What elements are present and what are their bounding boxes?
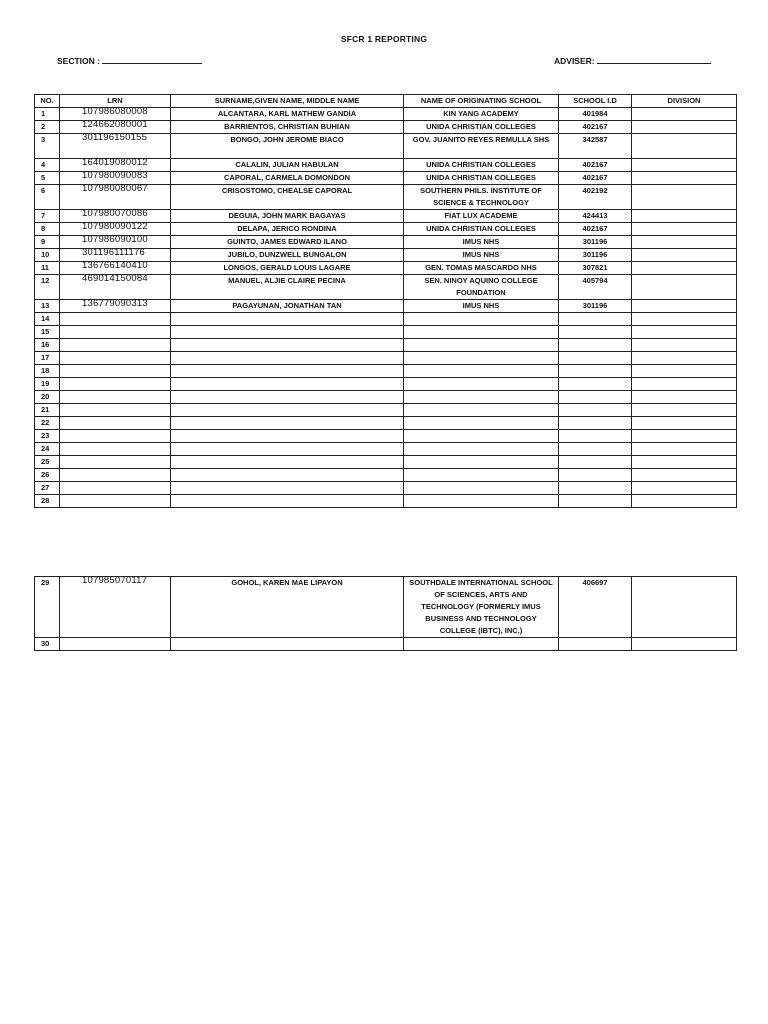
cell-no: 19	[35, 377, 60, 390]
table-row	[35, 274, 737, 299]
cell-school	[404, 364, 559, 377]
cell-lrn	[60, 468, 171, 481]
cell-no: 28	[35, 494, 60, 507]
cell-school: KIN YANG ACADEMY	[404, 108, 559, 121]
cell-name: CRISOSTOMO, CHEALSE CAPORAL	[171, 184, 404, 209]
cell-school	[404, 494, 559, 507]
cell-division	[632, 184, 737, 209]
table-row	[35, 638, 737, 651]
cell-division	[632, 577, 737, 638]
cell-lrn: 124662080001	[60, 121, 171, 134]
cell-division	[632, 455, 737, 468]
cell-lrn: 107980080067	[60, 184, 171, 209]
table-row	[35, 158, 737, 171]
cell-lrn	[60, 638, 171, 651]
adviser-field	[554, 55, 711, 66]
cell-school-id	[559, 325, 632, 338]
cell-no: 15	[35, 325, 60, 338]
cell-no: 26	[35, 468, 60, 481]
cell-school-id: 401984	[559, 108, 632, 121]
header-no: NO.	[35, 95, 60, 108]
table-row	[35, 261, 737, 274]
cell-school-id: 301196	[559, 248, 632, 261]
cell-school-id	[559, 455, 632, 468]
cell-school	[404, 455, 559, 468]
cell-lrn	[60, 377, 171, 390]
cell-lrn	[60, 351, 171, 364]
cell-school-id: 402167	[559, 171, 632, 184]
cell-name	[171, 364, 404, 377]
cell-school	[404, 325, 559, 338]
cell-lrn: 107986090100	[60, 235, 171, 248]
cell-no: 5	[35, 171, 60, 184]
cell-school	[404, 481, 559, 494]
cell-school-id: 406697	[559, 577, 632, 638]
table-row	[35, 364, 737, 377]
cell-division	[632, 248, 737, 261]
table-row	[35, 481, 737, 494]
cell-school: IMUS NHS	[404, 299, 559, 312]
table-row	[35, 377, 737, 390]
cell-school-id	[559, 429, 632, 442]
cell-school: FIAT LUX ACADEME	[404, 209, 559, 222]
cell-school-id	[559, 442, 632, 455]
table-header-row	[35, 95, 737, 108]
cell-no: 29	[35, 577, 60, 638]
cell-lrn: 164019080012	[60, 158, 171, 171]
cell-school: GEN. TOMAS MASCARDO NHS	[404, 261, 559, 274]
cell-division	[632, 338, 737, 351]
table-row	[35, 222, 737, 235]
cell-name: CAPORAL, CARMELA DOMONDON	[171, 171, 404, 184]
cell-name	[171, 377, 404, 390]
cell-school-id	[559, 364, 632, 377]
cell-name	[171, 429, 404, 442]
cell-name: LONGOS, GERALD LOUIS LAGARE	[171, 261, 404, 274]
cell-school: IMUS NHS	[404, 248, 559, 261]
cell-school	[404, 312, 559, 325]
cell-name: PAGAYUNAN, JONATHAN TAN	[171, 299, 404, 312]
table-row	[35, 121, 737, 134]
cell-name: ALCANTARA, KARL MATHEW GANDIA	[171, 108, 404, 121]
cell-school-id	[559, 312, 632, 325]
cell-division	[632, 312, 737, 325]
cell-division	[632, 235, 737, 248]
cell-division	[632, 222, 737, 235]
cell-no: 3	[35, 134, 60, 159]
table-row	[35, 299, 737, 312]
student-table-continued	[34, 576, 737, 651]
table-row	[35, 468, 737, 481]
cell-school-id: 402167	[559, 121, 632, 134]
cell-division	[632, 325, 737, 338]
cell-no: 2	[35, 121, 60, 134]
cell-division	[632, 158, 737, 171]
cell-school	[404, 638, 559, 651]
cell-division	[632, 171, 737, 184]
cell-name	[171, 351, 404, 364]
cell-division	[632, 134, 737, 159]
cell-no: 30	[35, 638, 60, 651]
cell-division	[632, 261, 737, 274]
cell-lrn: 469014150084	[60, 274, 171, 299]
cell-school	[404, 403, 559, 416]
table-row	[35, 429, 737, 442]
cell-name	[171, 442, 404, 455]
cell-no: 18	[35, 364, 60, 377]
cell-school-id: 402192	[559, 184, 632, 209]
cell-division	[632, 274, 737, 299]
cell-lrn: 301196111176	[60, 248, 171, 261]
cell-no: 12	[35, 274, 60, 299]
cell-lrn	[60, 364, 171, 377]
cell-school	[404, 351, 559, 364]
section-field	[57, 55, 202, 66]
cell-division	[632, 403, 737, 416]
cell-lrn	[60, 325, 171, 338]
table-row	[35, 184, 737, 209]
cell-no: 6	[35, 184, 60, 209]
cell-school-id	[559, 377, 632, 390]
cell-school	[404, 390, 559, 403]
cell-school-id	[559, 403, 632, 416]
cell-lrn	[60, 390, 171, 403]
cell-school: IMUS NHS	[404, 235, 559, 248]
cell-school-id	[559, 416, 632, 429]
cell-school-id	[559, 494, 632, 507]
cell-name: GUINTO, JAMES EDWARD ILANO	[171, 235, 404, 248]
cell-lrn: 107986080008	[60, 108, 171, 121]
adviser-label: ADVISER:	[554, 56, 595, 66]
cell-name	[171, 494, 404, 507]
cell-lrn	[60, 416, 171, 429]
table-row	[35, 325, 737, 338]
table-row	[35, 312, 737, 325]
cell-name: DEGUIA, JOHN MARK BAGAYAS	[171, 209, 404, 222]
table-row	[35, 171, 737, 184]
cell-division	[632, 209, 737, 222]
cell-name: BARRIENTOS, CHRISTIAN BUHIAN	[171, 121, 404, 134]
cell-no: 4	[35, 158, 60, 171]
cell-lrn: 136766140410	[60, 261, 171, 274]
table-row	[35, 108, 737, 121]
cell-lrn: 301196150155	[60, 134, 171, 159]
table-row	[35, 577, 737, 638]
report-title: SFCR 1 REPORTING	[340, 34, 428, 44]
cell-name	[171, 638, 404, 651]
cell-name: CALALIN, JULIAN HABULAN	[171, 158, 404, 171]
cell-school: SOUTHDALE INTERNATIONAL SCHOOL OF SCIENCES, ARTS AND TECHNOLOGY (FORMERLY IMUS BUSINESS AND TECHNOLOGY COLLEGE (IBTC), INC.)	[404, 577, 559, 638]
cell-name: MANUEL, ALJIE CLAIRE PECINA	[171, 274, 404, 299]
cell-school-id: 424413	[559, 209, 632, 222]
cell-division	[632, 442, 737, 455]
cell-school: SOUTHERN PHILS. INSTITUTE OF SCIENCE & TECHNOLOGY	[404, 184, 559, 209]
cell-no: 10	[35, 248, 60, 261]
cell-division	[632, 390, 737, 403]
table-row	[35, 494, 737, 507]
cell-name: BONGO, JOHN JEROME BIACO	[171, 134, 404, 159]
cell-school	[404, 442, 559, 455]
cell-lrn	[60, 338, 171, 351]
cell-name	[171, 338, 404, 351]
cell-division	[632, 299, 737, 312]
cell-school	[404, 338, 559, 351]
cell-name	[171, 468, 404, 481]
adviser-blank	[597, 55, 711, 64]
cell-no: 23	[35, 429, 60, 442]
cell-lrn	[60, 442, 171, 455]
section-label: SECTION :	[57, 56, 100, 66]
cell-school-id: 307821	[559, 261, 632, 274]
cell-division	[632, 121, 737, 134]
cell-name	[171, 325, 404, 338]
cell-division	[632, 481, 737, 494]
cell-lrn	[60, 481, 171, 494]
header-name: SURNAME,GIVEN NAME, MIDDLE NAME	[171, 95, 404, 108]
cell-lrn: 136779090313	[60, 299, 171, 312]
cell-no: 21	[35, 403, 60, 416]
cell-school: UNIDA CHRISTIAN COLLEGES	[404, 171, 559, 184]
table-row	[35, 248, 737, 261]
table-row	[35, 134, 737, 159]
cell-school	[404, 429, 559, 442]
table-row	[35, 235, 737, 248]
table-row	[35, 209, 737, 222]
cell-division	[632, 108, 737, 121]
cell-division	[632, 351, 737, 364]
header-school-id: SCHOOL I.D	[559, 95, 632, 108]
cell-no: 11	[35, 261, 60, 274]
cell-name: JUBILO, DUNZWELL BUNGALON	[171, 248, 404, 261]
cell-lrn: 107980090122	[60, 222, 171, 235]
cell-school-id	[559, 481, 632, 494]
cell-no: 8	[35, 222, 60, 235]
header-school: NAME OF ORIGINATING SCHOOL	[404, 95, 559, 108]
cell-no: 27	[35, 481, 60, 494]
table-row	[35, 390, 737, 403]
cell-division	[632, 638, 737, 651]
cell-school-id	[559, 338, 632, 351]
table-row	[35, 442, 737, 455]
cell-no: 16	[35, 338, 60, 351]
cell-school: SEN. NINOY AQUINO COLLEGE FOUNDATION	[404, 274, 559, 299]
cell-lrn: 107980090083	[60, 171, 171, 184]
cell-no: 22	[35, 416, 60, 429]
cell-school-id	[559, 638, 632, 651]
cell-school	[404, 468, 559, 481]
cell-division	[632, 416, 737, 429]
student-table-continued-body	[35, 577, 737, 651]
cell-lrn	[60, 312, 171, 325]
section-blank	[102, 55, 202, 64]
cell-no: 9	[35, 235, 60, 248]
cell-lrn: 107980070086	[60, 209, 171, 222]
cell-name	[171, 312, 404, 325]
cell-school-id: 301196	[559, 299, 632, 312]
cell-school-id: 402167	[559, 158, 632, 171]
table-row	[35, 338, 737, 351]
cell-school-id: 342587	[559, 134, 632, 159]
table-row	[35, 455, 737, 468]
cell-no: 13	[35, 299, 60, 312]
cell-school: UNIDA CHRISTIAN COLLEGES	[404, 158, 559, 171]
cell-name: GOHOL, KAREN MAE LIPAYON	[171, 577, 404, 638]
cell-name	[171, 416, 404, 429]
cell-lrn	[60, 403, 171, 416]
cell-division	[632, 364, 737, 377]
cell-division	[632, 468, 737, 481]
cell-school-id	[559, 351, 632, 364]
table-row	[35, 351, 737, 364]
cell-school-id: 405794	[559, 274, 632, 299]
cell-no: 24	[35, 442, 60, 455]
cell-school-id: 301196	[559, 235, 632, 248]
student-table	[34, 94, 737, 508]
cell-no: 25	[35, 455, 60, 468]
header-division: DIVISION	[632, 95, 737, 108]
cell-school-id: 402167	[559, 222, 632, 235]
cell-school-id	[559, 468, 632, 481]
cell-name	[171, 455, 404, 468]
cell-division	[632, 429, 737, 442]
cell-division	[632, 494, 737, 507]
cell-no: 1	[35, 108, 60, 121]
cell-school	[404, 416, 559, 429]
cell-school: UNIDA CHRISTIAN COLLEGES	[404, 222, 559, 235]
cell-lrn: 107985070117	[60, 577, 171, 638]
table-row	[35, 403, 737, 416]
cell-no: 17	[35, 351, 60, 364]
cell-name	[171, 390, 404, 403]
cell-school	[404, 377, 559, 390]
cell-division	[632, 377, 737, 390]
cell-name: DELAPA, JERICO RONDINA	[171, 222, 404, 235]
cell-school-id	[559, 390, 632, 403]
table-row	[35, 416, 737, 429]
cell-no: 14	[35, 312, 60, 325]
cell-name	[171, 403, 404, 416]
header-lrn: LRN	[60, 95, 171, 108]
cell-no: 7	[35, 209, 60, 222]
cell-lrn	[60, 494, 171, 507]
cell-name	[171, 481, 404, 494]
cell-no: 20	[35, 390, 60, 403]
cell-lrn	[60, 429, 171, 442]
cell-lrn	[60, 455, 171, 468]
student-table-body	[35, 108, 737, 508]
cell-school: UNIDA CHRISTIAN COLLEGES	[404, 121, 559, 134]
cell-school: GOV. JUANITO REYES REMULLA SHS	[404, 134, 559, 159]
